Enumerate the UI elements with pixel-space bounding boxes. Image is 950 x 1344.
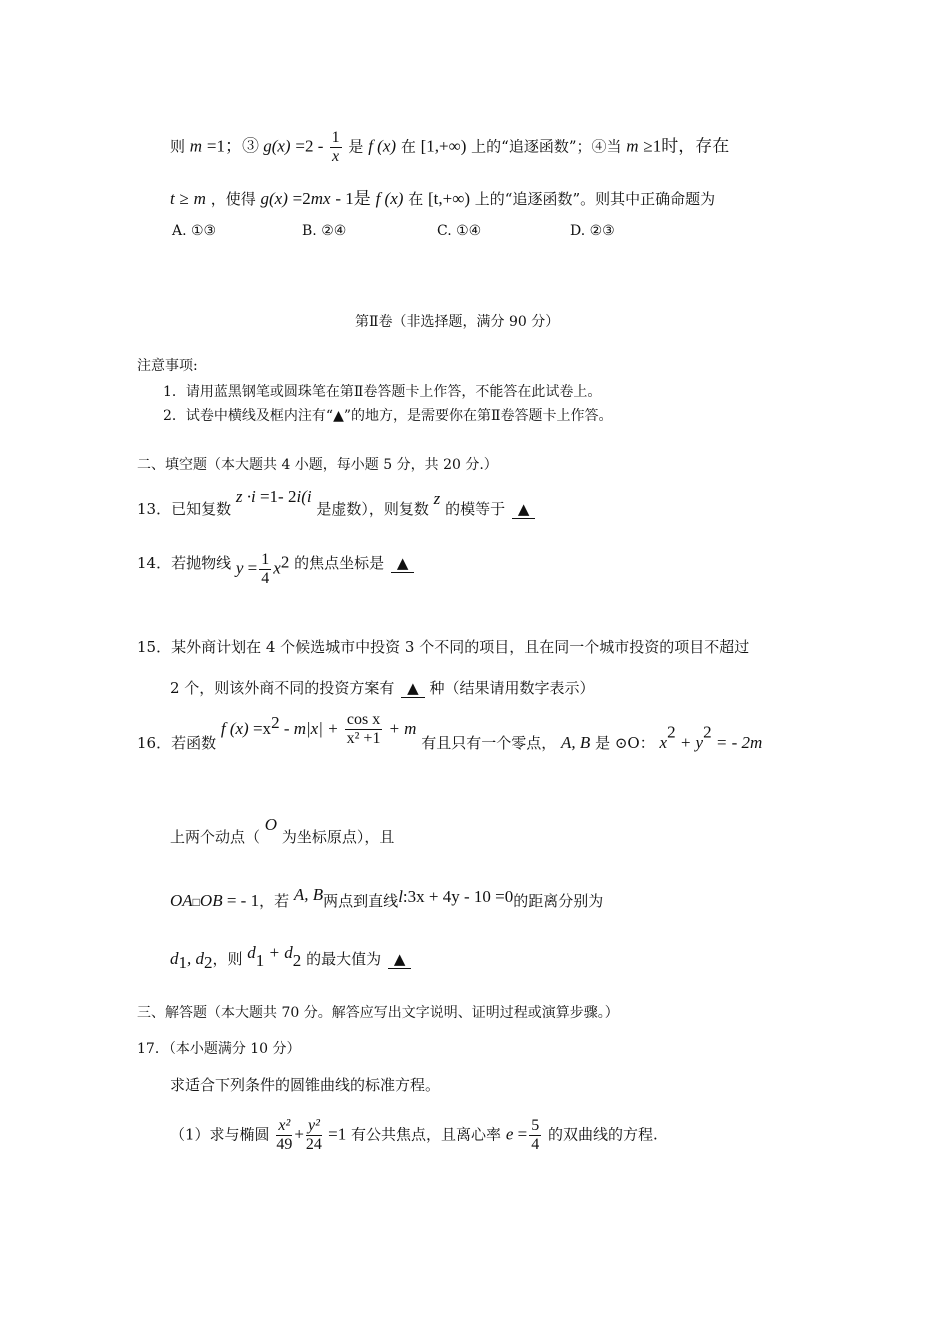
math-var: t <box>170 189 175 208</box>
text: 上的“追逐函数”。则其中正确命题为 <box>474 190 716 208</box>
fraction <box>259 552 271 587</box>
section-heading: 三、解答题（本大题共 70 分。解答应写出文字说明、证明过程或演算步骤。） <box>137 1005 619 1021</box>
math-text: + m <box>384 718 417 738</box>
math-text: + y <box>675 732 704 752</box>
fraction-denominator: 24 <box>305 1136 322 1153</box>
text: 的模等于 <box>445 500 506 518</box>
math-superscript: 2 <box>667 722 676 742</box>
notice-item: 2．试卷中横线及框内注有“▲”的地方，是需要你在第Ⅱ卷答题卡上作答。 <box>163 408 613 424</box>
math-text: ≥1时，存在 <box>643 136 730 156</box>
question-14 <box>137 552 414 587</box>
math-var: m <box>193 189 206 208</box>
fraction-denominator: x² +1 <box>346 730 381 747</box>
text: 上的“追逐函数”；④当 <box>471 137 622 156</box>
math-var: O <box>264 815 278 834</box>
dot-operator: □ <box>192 895 200 909</box>
option-d: D. ②③ <box>570 223 615 239</box>
section-title: 第Ⅱ卷（非选择题，满分 90 分） <box>355 314 560 330</box>
math-text: + <box>294 1124 304 1144</box>
text: 则 <box>170 137 186 156</box>
math-var: A, B <box>293 885 324 904</box>
question-15-line1: 15．某外商计划在 4 个候选城市中投资 3 个不同的项目，且在同一个城市投资的项目不超过 <box>137 638 750 656</box>
fraction-numerator: 1 <box>261 551 270 568</box>
text: 的最大值为 <box>306 950 382 968</box>
math-var: m <box>626 136 639 156</box>
math-var: x <box>659 732 668 752</box>
math-text: =1- 2 <box>255 487 297 506</box>
text: 有且只有一个零点， <box>421 733 557 752</box>
answer-blank <box>401 681 425 698</box>
question-16-line3 <box>170 885 604 910</box>
math-superscript: 2 <box>703 722 712 742</box>
text: 在 <box>408 190 424 208</box>
text: （1）求与椭圆 <box>170 1125 270 1144</box>
question-17-head: 17．（本小题满分 10 分） <box>137 1041 301 1057</box>
math-var: z <box>433 489 441 508</box>
math-subscript: 2 <box>204 953 213 972</box>
answer-blank <box>391 553 415 573</box>
math-superscript: 2 <box>271 712 280 732</box>
math-text: = <box>513 1124 528 1144</box>
math-text: = <box>243 558 258 578</box>
text: 14．若抛物线 <box>137 553 232 572</box>
fraction-numerator: y² <box>306 1118 322 1136</box>
math-var: d <box>170 949 179 968</box>
text: 13．已知复数 <box>137 500 232 518</box>
fraction-denominator: x <box>332 148 340 165</box>
math-var: A, B <box>561 732 591 752</box>
math-text: =x <box>248 718 272 738</box>
math-subscript: 1 <box>255 951 265 970</box>
fraction-numerator: x² <box>276 1118 292 1136</box>
notice-title: 注意事项: <box>137 358 198 374</box>
math-superscript: 2 <box>280 552 290 572</box>
math-text: - 1是 <box>335 189 371 208</box>
text: ，使得 <box>210 190 256 208</box>
fraction <box>276 1118 292 1153</box>
math-text: =2 <box>292 189 311 208</box>
math-vector: OA <box>170 891 193 910</box>
notice-item: 1．请用蓝黑钢笔或圆珠笔在第Ⅱ卷答题卡上作答，不能答在此试卷上。 <box>163 384 602 400</box>
fraction <box>330 130 342 165</box>
math-var: l <box>398 887 403 906</box>
question-17-part1 <box>170 1118 658 1153</box>
text: 为坐标原点），且 <box>281 828 395 846</box>
fraction-numerator: 5 <box>531 1117 540 1134</box>
answer-blank <box>512 502 536 519</box>
fraction <box>306 1118 322 1153</box>
math-var: mx <box>310 189 331 208</box>
text: 是虚数），则复数 <box>316 500 429 518</box>
q12-line1 <box>170 130 729 180</box>
math-text: =1；③ <box>206 136 264 156</box>
fraction-denominator: 4 <box>531 1136 540 1153</box>
text: 的双曲线的方程. <box>548 1125 658 1144</box>
text: 两点到直线 <box>323 892 399 910</box>
answer-blank <box>388 952 412 969</box>
math-func: f (x) <box>368 136 397 156</box>
math-interval: [t,+∞) <box>427 189 470 208</box>
text: 在 <box>400 137 416 156</box>
math-var: , d <box>187 949 204 968</box>
math-subscript: 1 <box>178 953 187 972</box>
math-expr <box>236 488 316 506</box>
text: ，则 <box>212 950 243 968</box>
text: 有公共焦点，且离心率 <box>351 1125 502 1144</box>
text: 的焦点坐标是 <box>294 553 385 572</box>
math-text: ≥ <box>179 189 189 208</box>
math-text: - m|x| + <box>279 718 343 738</box>
math-text: = - 2m <box>711 732 763 752</box>
math-var: x <box>273 558 281 578</box>
option-b: B. ②④ <box>302 223 347 239</box>
math-text: = - 1 <box>222 891 260 910</box>
text: 2 个，则该外商不同的投资方案有 <box>170 679 395 697</box>
math-text: =1 <box>323 1124 347 1144</box>
math-func: f (x) <box>375 189 404 208</box>
math-expr <box>220 711 421 747</box>
fraction <box>345 712 382 747</box>
answer-marker: ▲ <box>393 950 406 968</box>
math-var: + d <box>264 943 293 962</box>
text: 上两个动点（ <box>170 828 261 846</box>
text: 的距离分别为 <box>513 892 604 910</box>
answer-marker: ▲ <box>396 553 409 572</box>
math-interval: [1,+∞) <box>420 136 467 156</box>
fraction-denominator: 49 <box>276 1136 293 1153</box>
text: 种（结果请用数字表示） <box>429 679 595 697</box>
text: ，若 <box>259 892 290 910</box>
question-17-intro: 求适合下列条件的圆锥曲线的标准方程。 <box>170 1076 441 1094</box>
math-subscript: 2 <box>292 951 302 970</box>
question-16-line4 <box>170 943 411 972</box>
math-var: d <box>247 943 256 962</box>
question-16-line1 <box>137 711 763 757</box>
option-c: C. ①④ <box>437 223 482 239</box>
option-a: A. ①③ <box>172 223 217 239</box>
question-16-line2 <box>170 815 395 846</box>
math-var: m <box>189 136 203 156</box>
answer-marker: ▲ <box>517 500 530 518</box>
q12-line2 <box>170 190 715 207</box>
section-heading: 二、填空题（本大题共 4 小题，每小题 5 分，共 20 分.） <box>137 457 498 473</box>
fraction-numerator: cos x <box>346 711 381 728</box>
math-var: e <box>505 1124 514 1144</box>
math-func: f (x) <box>220 718 249 738</box>
text: 16．若函数 <box>137 733 217 752</box>
math-func: g(x) <box>260 189 288 208</box>
text: 是 <box>348 137 364 156</box>
question-15-line2 <box>170 681 594 698</box>
fraction-numerator: 1 <box>331 129 340 146</box>
math-text: =2 - <box>295 136 328 156</box>
math-vector: OB <box>199 891 223 910</box>
text: 是 ⊙O： <box>595 733 655 752</box>
math-var: z ·i <box>235 487 256 506</box>
question-13 <box>137 487 535 519</box>
fraction <box>529 1118 541 1153</box>
answer-marker: ▲ <box>407 679 419 697</box>
math-var: i(i <box>296 487 312 506</box>
math-func: g(x) <box>263 136 291 156</box>
math-text: :3x + 4y - 10 =0 <box>402 887 514 906</box>
fraction-denominator: 4 <box>261 570 270 587</box>
math-var: y <box>235 558 244 578</box>
